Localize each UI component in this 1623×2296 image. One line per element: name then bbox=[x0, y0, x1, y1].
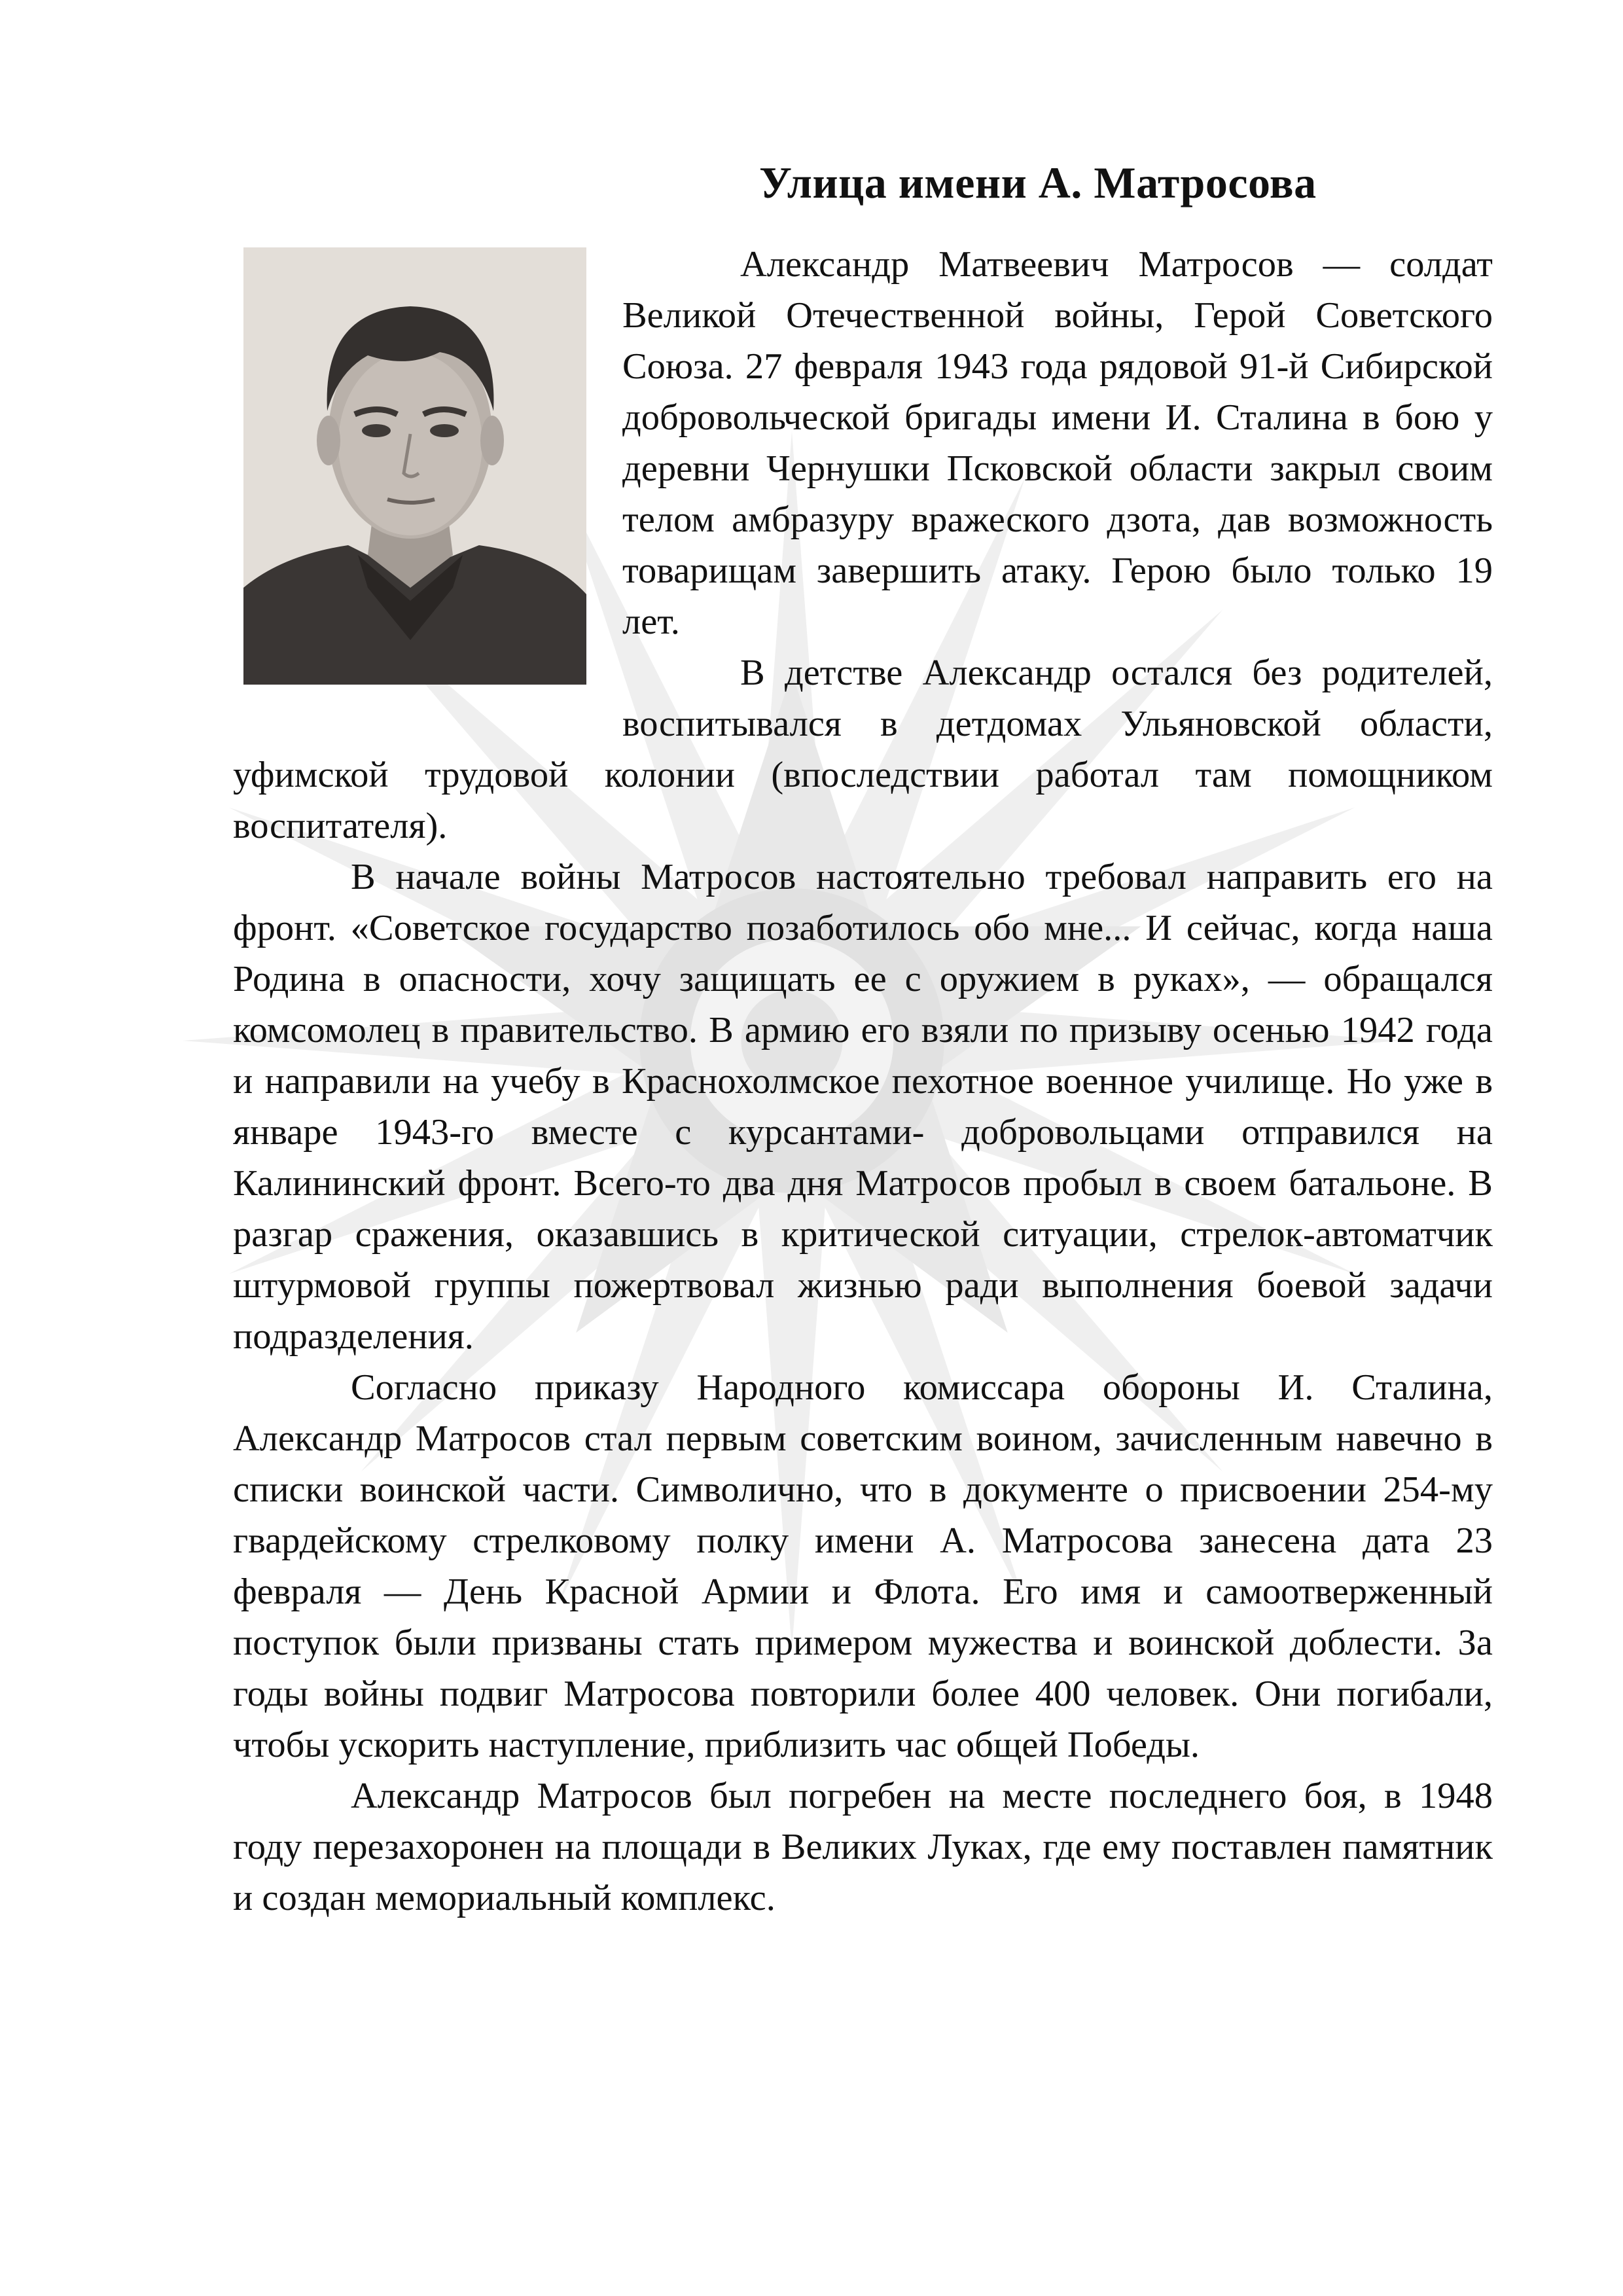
paragraph-3: В начале войны Матросов настоятельно требовал направить его на фронт. «Советское государство позаботилось обо мне... И сейчас, когда наша Родина в опасности, хочу защищать ее с оружием в руках», — обращался комсомолец в правительство. В армию его взяли по призыву осенью 1942 года и направили на учебу в Краснохолмское пехотное военное училище. Но уже в январе 1943-го вместе с курсантами- добровольцами отправился на Калининский фронт. Всего-то два дня Матросов пробыл в своем батальоне. В разгар сражения, оказавшись в критической ситуации, стрелок-автоматчик штурмовой группы пожертвовал жизнью ради выполнения боевой задачи подразделения. bbox=[233, 857, 1493, 1357]
document-body bbox=[233, 239, 1493, 1924]
paragraph-2: В детстве Александр остался без родителей, воспитывался в детдомах Ульяновской области, уфимской трудовой колонии (впоследствии работал там помощником воспитателя). bbox=[233, 653, 1493, 846]
document-title: Улица имени А. Матросова bbox=[759, 158, 1317, 207]
portrait-wrap-area bbox=[233, 239, 622, 702]
paragraph-5: Александр Матросов был погребен на месте последнего боя, в 1948 году перезахоронен на площади в Великих Луках, где ему поставлен памятник и создан мемориальный комплекс. bbox=[233, 1776, 1493, 1918]
paragraph-1: Александр Матвеевич Матросов — солдат Великой Отечественной войны, Герой Советского Союза. 27 февраля 1943 года рядовой 91-й Сибирской добровольческой бригады имени И. Сталина в бою у деревни Чернушки Псковской области закрыл своим телом амбразуру вражеского дзота, дав возможность товарищам завершить атаку. Герою было только 19 лет. bbox=[622, 244, 1493, 642]
paragraph-4: Согласно приказу Народного комиссара обороны И. Сталина, Александр Матросов стал первым советским воином, зачисленным навечно в списки воинской части. Символично, что в документе о присвоении 254-му гвардейскому стрелковому полку имени А. Матросова занесена дата 23 февраля — День Красной Армии и Флота. Его имя и самоотверженный поступок были призваны стать примером мужества и воинской доблести. За годы войны подвиг Матросова повторили более 400 человек. Они погибали, чтобы ускорить наступление, приблизить час общей Победы. bbox=[233, 1367, 1493, 1765]
